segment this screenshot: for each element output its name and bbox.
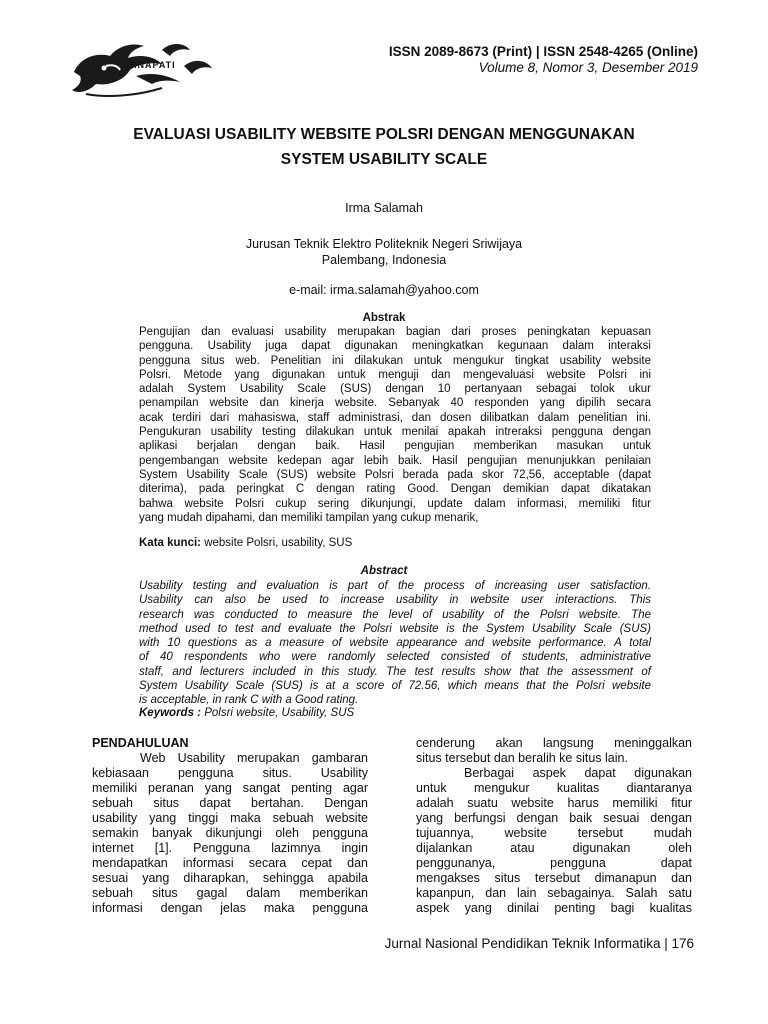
abstrak-line: adalah System Usability Scale (SUS) dengan 10 pertanyaan sebagai tolok ukur bbox=[139, 383, 651, 396]
abstract-line: Usability can also be used to increase usability in website user interactions. This bbox=[139, 594, 651, 607]
body-left-line: sebuah situs dapat bertahan. Dengan bbox=[92, 796, 368, 810]
keywords-english bbox=[139, 707, 354, 719]
body-right-line: mengakses situs tersebut dimanapun dan bbox=[416, 871, 692, 885]
author-name: Irma Salamah bbox=[345, 201, 423, 215]
body-column-left bbox=[92, 736, 368, 916]
body-right-line: dijalankan atau digunakan oleh bbox=[416, 841, 692, 855]
keywords-value-en: Polsri website, Usability, SUS bbox=[201, 707, 355, 719]
affiliation-line-2: Palembang, Indonesia bbox=[321, 253, 447, 267]
body-left-line: internet [1]. Pengguna lazimnya ingin bbox=[92, 841, 368, 855]
abstrak-line: acak terdiri dari mahasiswa, staff administrasi, dan dosen dilibatkan dalam penelitian ini. bbox=[139, 411, 651, 424]
keywords-value: website Polsri, usability, SUS bbox=[201, 537, 353, 549]
body-column-right bbox=[416, 736, 692, 916]
abstrak-line: diterima), pada peringkat C dengan rating Good. Dengan demikian dapat dikatakan bbox=[139, 483, 651, 496]
body-right-line: aspek yang dinilai penting bagi kualitas bbox=[416, 901, 692, 915]
abstrak-line: Polsri. Metode yang digunakan untuk menguji dan mengevaluasi website Polsri ini bbox=[139, 368, 651, 381]
body-right-line: situs tersebut dan beralih ke situs lain. bbox=[416, 751, 628, 765]
body-left-line: sebuah situs gagal dalam memberikan bbox=[92, 886, 368, 900]
body-left-line: usability yang tinggi maka sebuah website bbox=[92, 811, 368, 825]
body-left-line: sesuai yang diharapkan, sehingga apabila bbox=[92, 871, 368, 885]
body-left-line: mendapatkan informasi secara cepat dan bbox=[92, 856, 368, 870]
affiliation-line-1: Jurusan Teknik Elektro Politeknik Negeri Sriwijaya bbox=[245, 237, 523, 251]
author-email: e-mail: irma.salamah@yahoo.com bbox=[289, 283, 479, 297]
abstrak-line: yang mudah dipahami, dan memiliki tampilan yang cukup menarik, bbox=[139, 511, 479, 524]
body-right-line: adalah suatu website harus memiliki fitur bbox=[416, 796, 692, 810]
abstrak-line: pengguna. Usability juga dapat digunakan meningkatkan kegunaan dalam interaksi bbox=[139, 340, 651, 353]
keywords-indonesian bbox=[139, 537, 352, 549]
body-right-line: yang berfungsi dengan baik sesuai dengan bbox=[416, 811, 692, 825]
abstrak-line: bahwa website Polsri cukup sering dikunjungi, update dalam informasi, memiliki fitur bbox=[139, 497, 651, 510]
abstrak-line: aplikasi berjalan dengan baik. Hasil pengujian memberikan masukan untuk bbox=[139, 440, 651, 453]
paper-title bbox=[80, 122, 688, 172]
page-footer: Jurnal Nasional Pendidikan Teknik Informatika | 176 bbox=[384, 936, 694, 951]
abstrak-line: Pengujian dan evaluasi usability merupakan bagian dari proses peningkatan kepuasan bbox=[139, 326, 651, 338]
abstract-line: Usability testing and evaluation is part of the process of increasing user satisfaction. bbox=[139, 580, 651, 592]
body-right-line: untuk mengukur kualitas diantaranya bbox=[416, 781, 692, 795]
abstrak-line: pengguna situs web. Penelitian ini dilakukan untuk mengukur tingkat usability website bbox=[139, 354, 651, 367]
title-line-2: SYSTEM USABILITY SCALE bbox=[280, 151, 488, 168]
body-right-line: cenderung akan langsung meninggalkan bbox=[416, 736, 692, 750]
abstract-line: System Usability Scale (SUS) is at a score of 72.56, which means that the Polsri website bbox=[139, 680, 651, 693]
body-right-line: penggunanya, pengguna dapat bbox=[416, 856, 692, 870]
abstract-line: research was conducted to measure the level of usability of the Polsri website. The bbox=[139, 608, 651, 621]
abstract-heading: Abstract bbox=[360, 565, 408, 577]
body-right-line: Berbagai aspek dapat digunakan bbox=[464, 766, 692, 780]
abstrak-line: System Usability Scale (SUS) website Polsri berada pada skor 72,56, acceptable (dapat bbox=[139, 468, 651, 481]
keywords-label: Kata kunci: bbox=[139, 537, 201, 549]
abstrak-heading: Abstrak bbox=[362, 312, 406, 324]
body-left-line: kebiasaan pengguna situs. Usability bbox=[92, 766, 368, 780]
abstract-line: with 10 questions as a measure of website appearance and website performance. A total bbox=[139, 637, 651, 650]
abstrak-line: penampilan website dan kinerja website. Sebanyak 40 responden yang dipilih secara bbox=[139, 397, 651, 410]
body-left-line: informasi dengan jelas maka pengguna bbox=[92, 901, 368, 915]
body-left-line: Web Usability merupakan gambaran bbox=[140, 751, 368, 765]
abstract-body bbox=[139, 579, 651, 708]
keywords-label-en: Keywords : bbox=[139, 707, 201, 719]
abstract-line: of 40 respondents who were randomly selected consisted of students, administrative bbox=[139, 651, 651, 664]
abstract-line: staff, and lecturers included in this study. The test results show that the assessment of bbox=[139, 665, 651, 678]
body-left-line: semakin banyak dikunjungi oleh pengguna bbox=[92, 826, 368, 840]
volume-line: Volume 8, Nomor 3, Desember 2019 bbox=[478, 60, 698, 75]
abstract-line: is acceptable, in rank C with a Good rating. bbox=[139, 694, 359, 707]
body-right-line: kapanpun, dan lain sebagainya. Salah satu bbox=[416, 886, 692, 900]
abstrak-body bbox=[139, 325, 651, 525]
issn-line: ISSN 2089-8673 (Print) | ISSN 2548-4265 (Online) bbox=[388, 44, 698, 59]
abstrak-line: Pengukuran usability testing dilakukan untuk menilai apakah intreraksi pengguna dengan bbox=[139, 426, 651, 439]
body-left-line: memiliki peranan yang sangat penting agar bbox=[92, 781, 368, 795]
abstract-line: method used to test and evaluate the Polsri website is the System Usability Scale (SUS) bbox=[139, 622, 651, 635]
logo-wordmark: JANAPATI bbox=[124, 60, 176, 70]
title-line-1: EVALUASI USABILITY WEBSITE POLSRI DENGAN MENGGUNAKAN bbox=[133, 126, 635, 143]
section-heading: PENDAHULUAN bbox=[92, 736, 189, 750]
affiliation bbox=[0, 236, 768, 268]
abstrak-line: pengembangan website kedepan agar lebih baik. Hasil pengujian menunjukkan penilaian bbox=[139, 454, 651, 467]
body-right-line: tujuannya, website tersebut mudah bbox=[416, 826, 692, 840]
